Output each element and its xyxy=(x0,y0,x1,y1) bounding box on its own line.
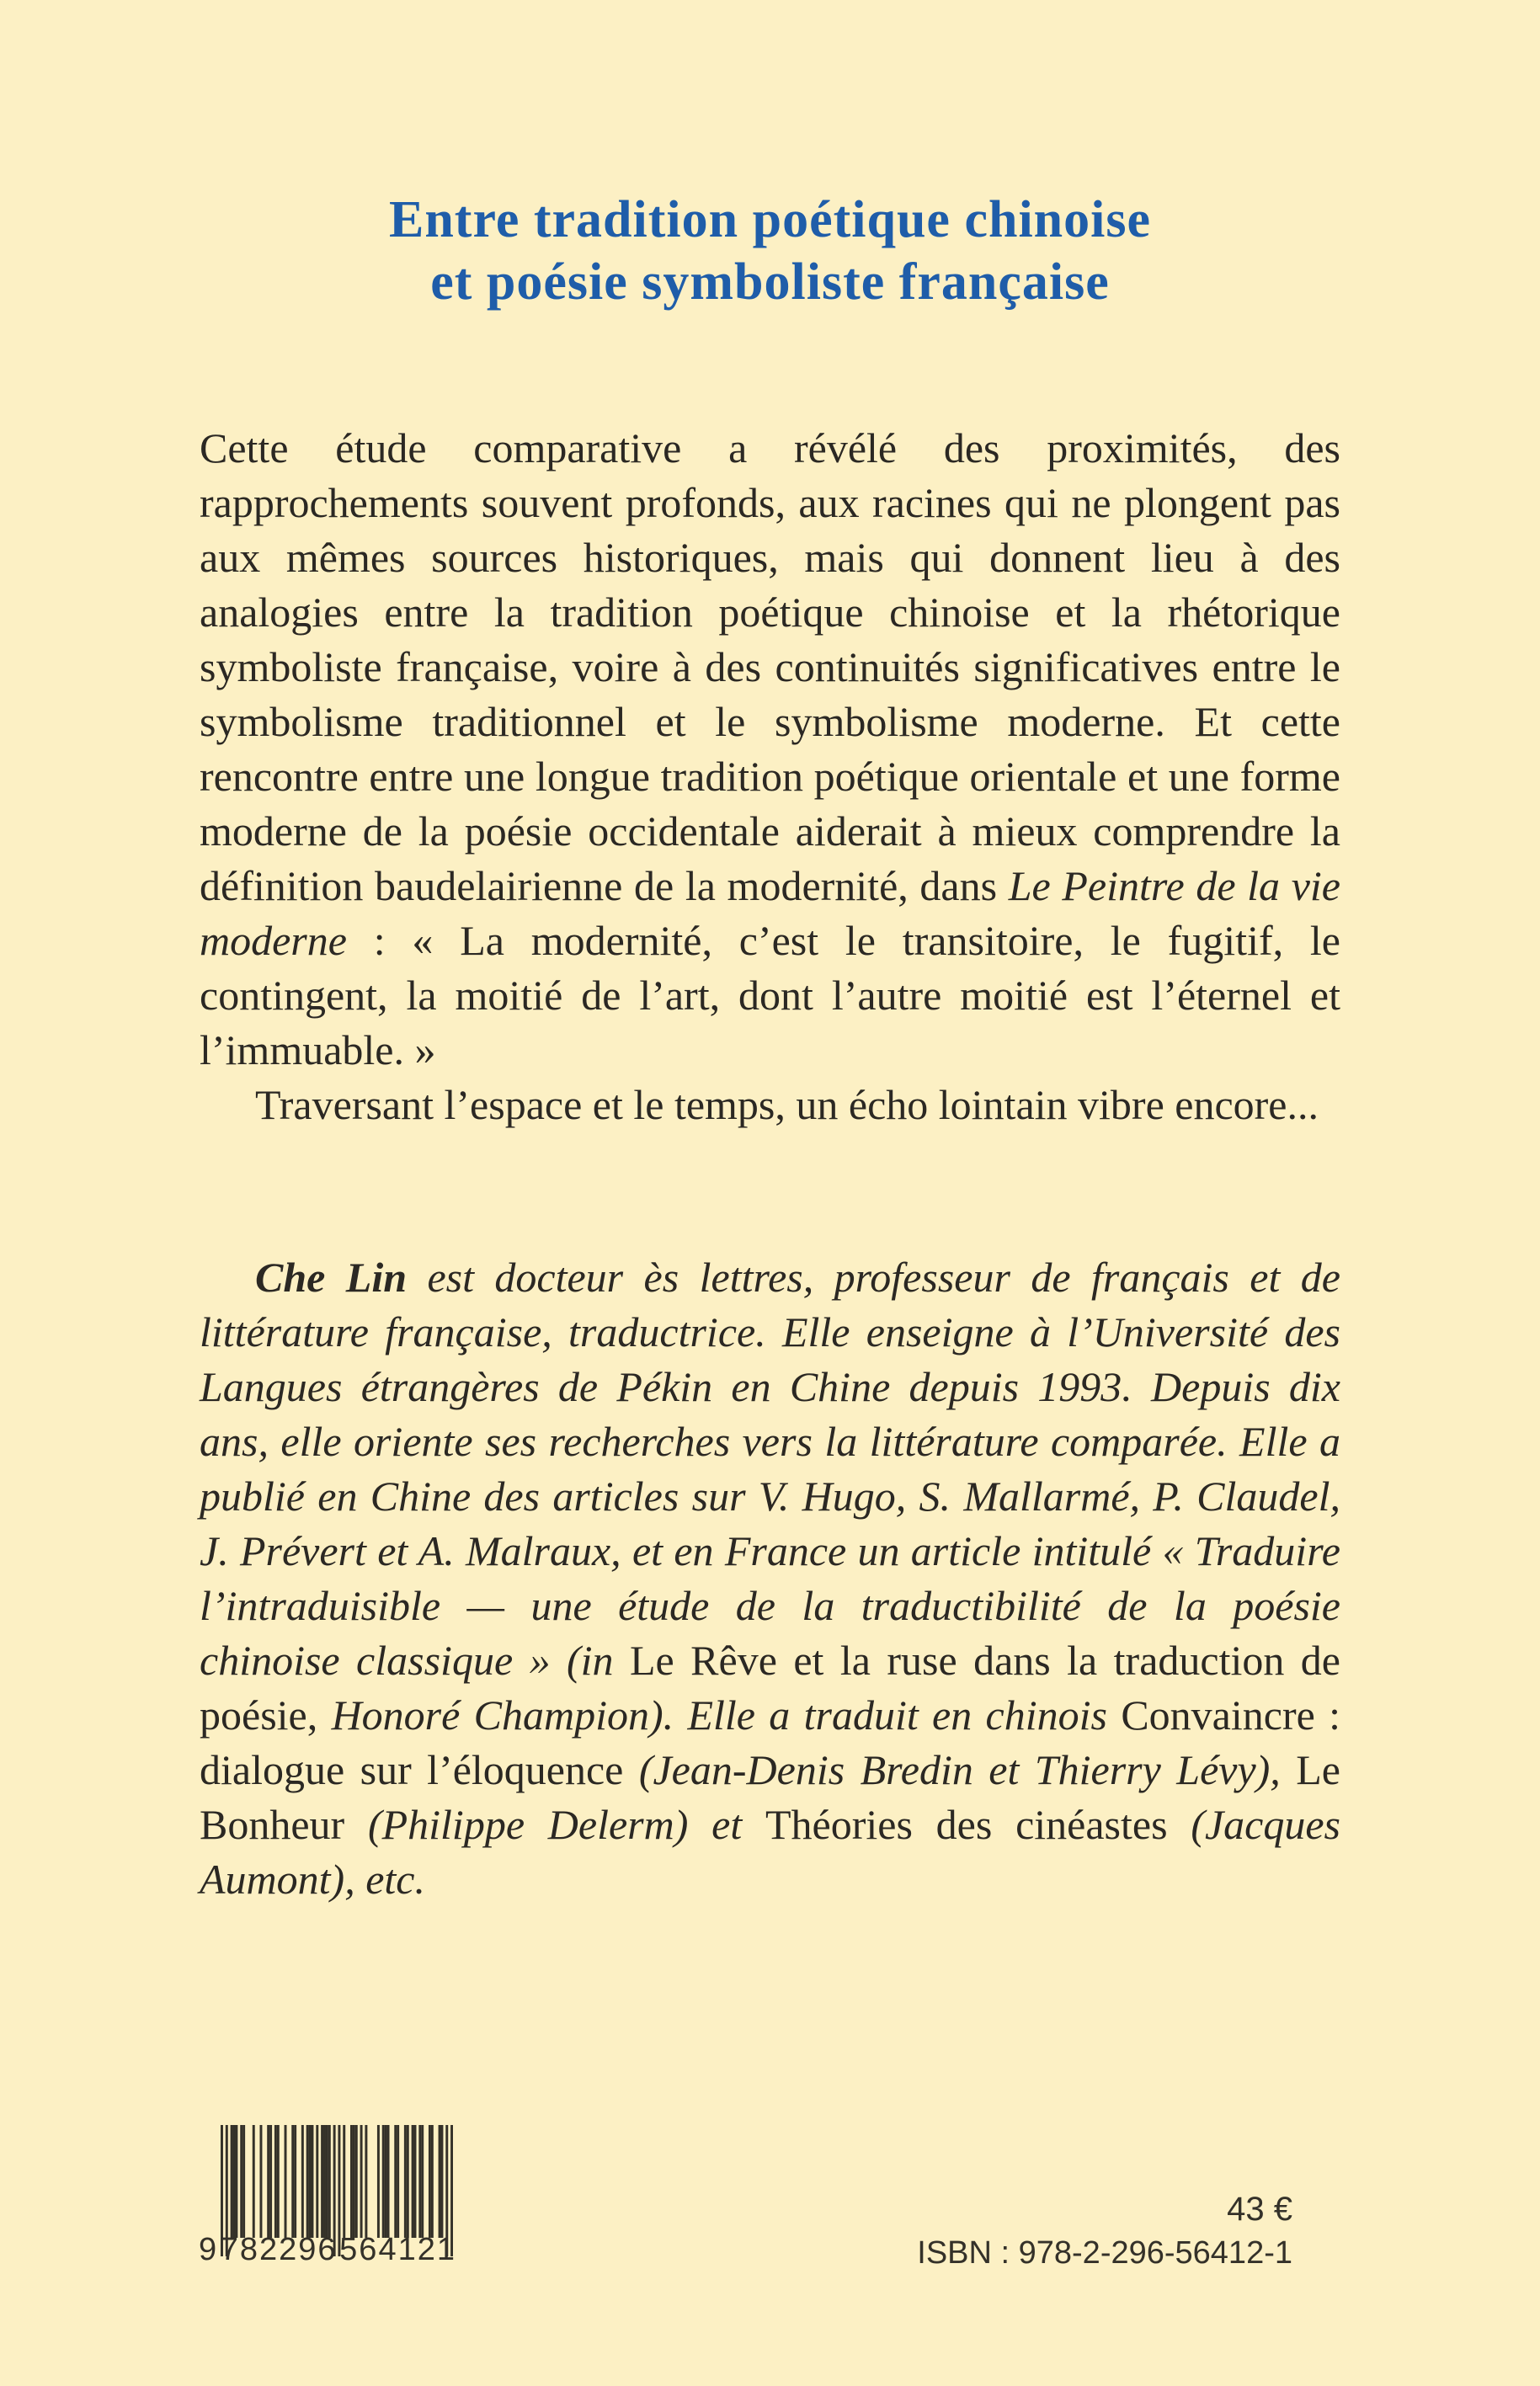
text-segment: Che Lin xyxy=(255,1254,408,1301)
text-segment: Convaincre : dialogue sur l’éloquence xyxy=(200,1691,1340,1793)
text-segment: (Jacques Aumont), etc. xyxy=(200,1801,1340,1903)
barcode-digit-group: 564121 xyxy=(339,2232,456,2267)
barcode-digits xyxy=(199,2231,456,2268)
author-bio xyxy=(200,1250,1340,1907)
price-isbn-block xyxy=(917,2189,1292,2273)
text-segment: (Jean-Denis Bredin et Thierry Lévy), xyxy=(638,1746,1297,1793)
barcode-digit-group: 9 xyxy=(199,2232,219,2267)
text-segment: Honoré Champion). Elle a traduit en chinois xyxy=(331,1691,1122,1739)
barcode-digit-group: 782296 xyxy=(220,2232,338,2267)
text-segment: (Philippe Delerm) et xyxy=(367,1801,765,1848)
book-title xyxy=(0,189,1540,313)
synopsis-paragraph-2: Traversant l’espace et le temps, un écho lointain vibre encore... xyxy=(255,1081,1319,1128)
title-line-1: Entre tradition poétique chinoise xyxy=(388,191,1152,248)
text-segment: Cette étude comparative a révélé des proximités, des rapprochements souvent profonds, aux racines qui ne plongent pas aux mêmes sources historiques, mais qui donnent lieu à des analogies entre la tradition poétique chinoise et la rhétorique symboliste française, voire à des continuités significatives entre le symbolisme traditionnel et le symbolisme moderne. Et cette rencontre entre une longue tradition poétique orientale et une forme moderne de la poésie occidentale aiderait à mieux comprendre la définition baudelairienne de la modernité, dans xyxy=(200,424,1340,909)
text-segment: Le Bonheur xyxy=(200,1746,1340,1848)
text-segment: Le Peintre de la vie moderne xyxy=(200,862,1340,964)
isbn-label: ISBN : 978-2-296-56412-1 xyxy=(917,2235,1292,2271)
price-label: 43 € xyxy=(1227,2191,1292,2228)
text-segment: est docteur ès lettres, professeur de français et de littérature française, traductrice. Elle enseigne à l’Université des Langues étrangères de Pékin en Chine depuis 1993. Depuis dix ans, elle oriente ses recherches vers la littérature comparée. Elle a publié en Chine des articles sur V. Hugo, S. Mallarmé, P. Claudel, J. Prévert et A. Malraux, et en France un article intitulé « Traduire l’intraduisible — une étude de la traductibilité de la poésie chinoise classique » (in xyxy=(200,1254,1340,1684)
title-line-2: et poésie symboliste française xyxy=(430,253,1110,311)
synopsis-paragraph-1 xyxy=(200,421,1340,1078)
text-segment: : « La modernité, c’est le transitoire, le fugitif, le contingent, la moitié de l’art, dont l’autre moitié est l’éternel et l’immuable. » xyxy=(200,917,1340,1073)
text-segment: Théories des cinéastes xyxy=(765,1801,1191,1848)
synopsis xyxy=(200,421,1340,1132)
text-segment: Le Rêve et la ruse dans la traduction de poésie, xyxy=(200,1637,1340,1739)
